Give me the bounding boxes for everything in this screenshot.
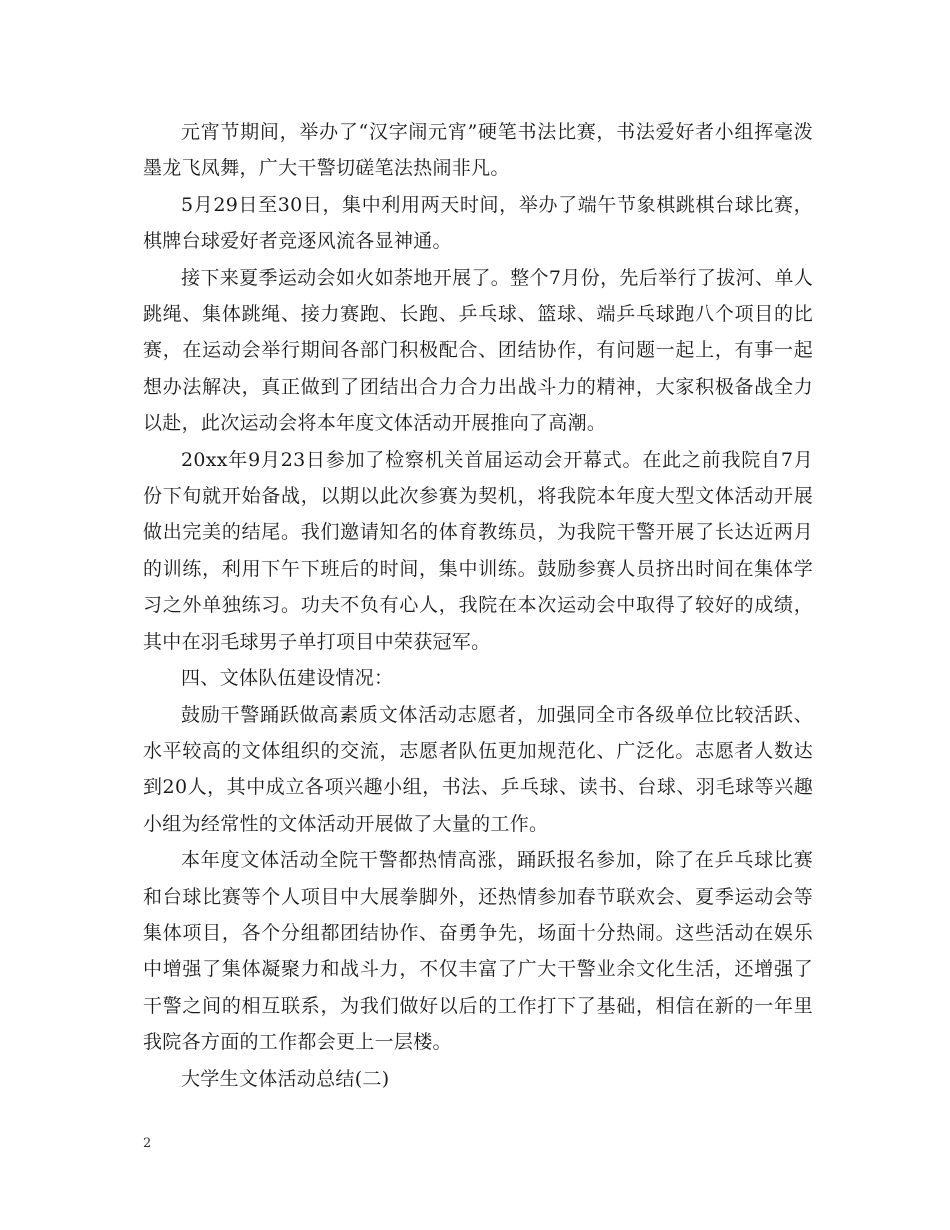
section-title-part-two: 大学生文体活动总结(二) <box>181 1067 390 1090</box>
paragraph-volunteers: 鼓励干警踊跃做高素质文体活动志愿者，加强同全市各级单位比较活跃、水平较高的文体组织的交流，志愿者队伍更加规范化、广泛化。志愿者人数达到20人，其中成立各项兴趣小组，书法、乒乓球、读书、台球、羽毛球等兴趣小组为经常性的文体活动开展做了大量的工作。 <box>143 703 813 835</box>
paragraph-procuratorate-games: 20xx年9月23日参加了检察机关首届运动会开幕式。在此之前我院自7月份下旬就开始备战，以期以此次参赛为契机，将我院本年度大型文体活动开展做出完美的结尾。我们邀请知名的体育教练员，为我院干警开展了长达近两月的训练，利用下午下班后的时间，集中训练。鼓励参赛人员挤出时间在集体学习之外单独练习。功夫不负有心人，我院在本次运动会中取得了较好的成绩，其中在羽毛球男子单打项目中荣获冠军。 <box>143 448 813 653</box>
paragraph-annual-summary: 本年度文体活动全院干警都热情高涨，踊跃报名参加，除了在乒乓球比赛和台球比赛等个人项目中大展拳脚外，还热情参加春节联欢会、夏季运动会等集体项目，各个分组都团结协作、奋勇争先，场面十分热闹。这些活动在娱乐中增强了集体凝聚力和战斗力，不仅丰富了广大干警业余文化生活，还增强了干警之间的相互联系，为我们做好以后的工作打下了基础，相信在新的一年里我院各方面的工作都会更上一层楼。 <box>143 849 813 1054</box>
paragraph-summer-sports-meet: 接下来夏季运动会如火如荼地开展了。整个7月份，先后举行了拔河、单人跳绳、集体跳绳、接力赛跑、长跑、乒乓球、篮球、端乒乓球跑八个项目的比赛，在运动会举行期间各部门积极配合、团结协作，有问题一起上，有事一起想办法解决，真正做到了团结出合力合力出战斗力的精神，大家积极备战全力以赴，此次运动会将本年度文体活动开展推向了高潮。 <box>143 266 813 435</box>
page-number: 2 <box>143 1136 152 1151</box>
paragraph-dragon-boat-games: 5月29日至30日，集中利用两天时间，举办了端午节象棋跳棋台球比赛，棋牌台球爱好者竞逐风流各显神通。 <box>143 193 813 253</box>
document-body <box>143 114 813 1097</box>
paragraph-lantern-festival: 元宵节期间，举办了“汉字闹元宵”硬笔书法比赛，书法爱好者小组挥毫泼墨龙飞凤舞，广大干警切磋笔法热闹非凡。 <box>143 121 813 180</box>
section-heading-team-building: 四、文体队伍建设情况： <box>181 667 394 690</box>
